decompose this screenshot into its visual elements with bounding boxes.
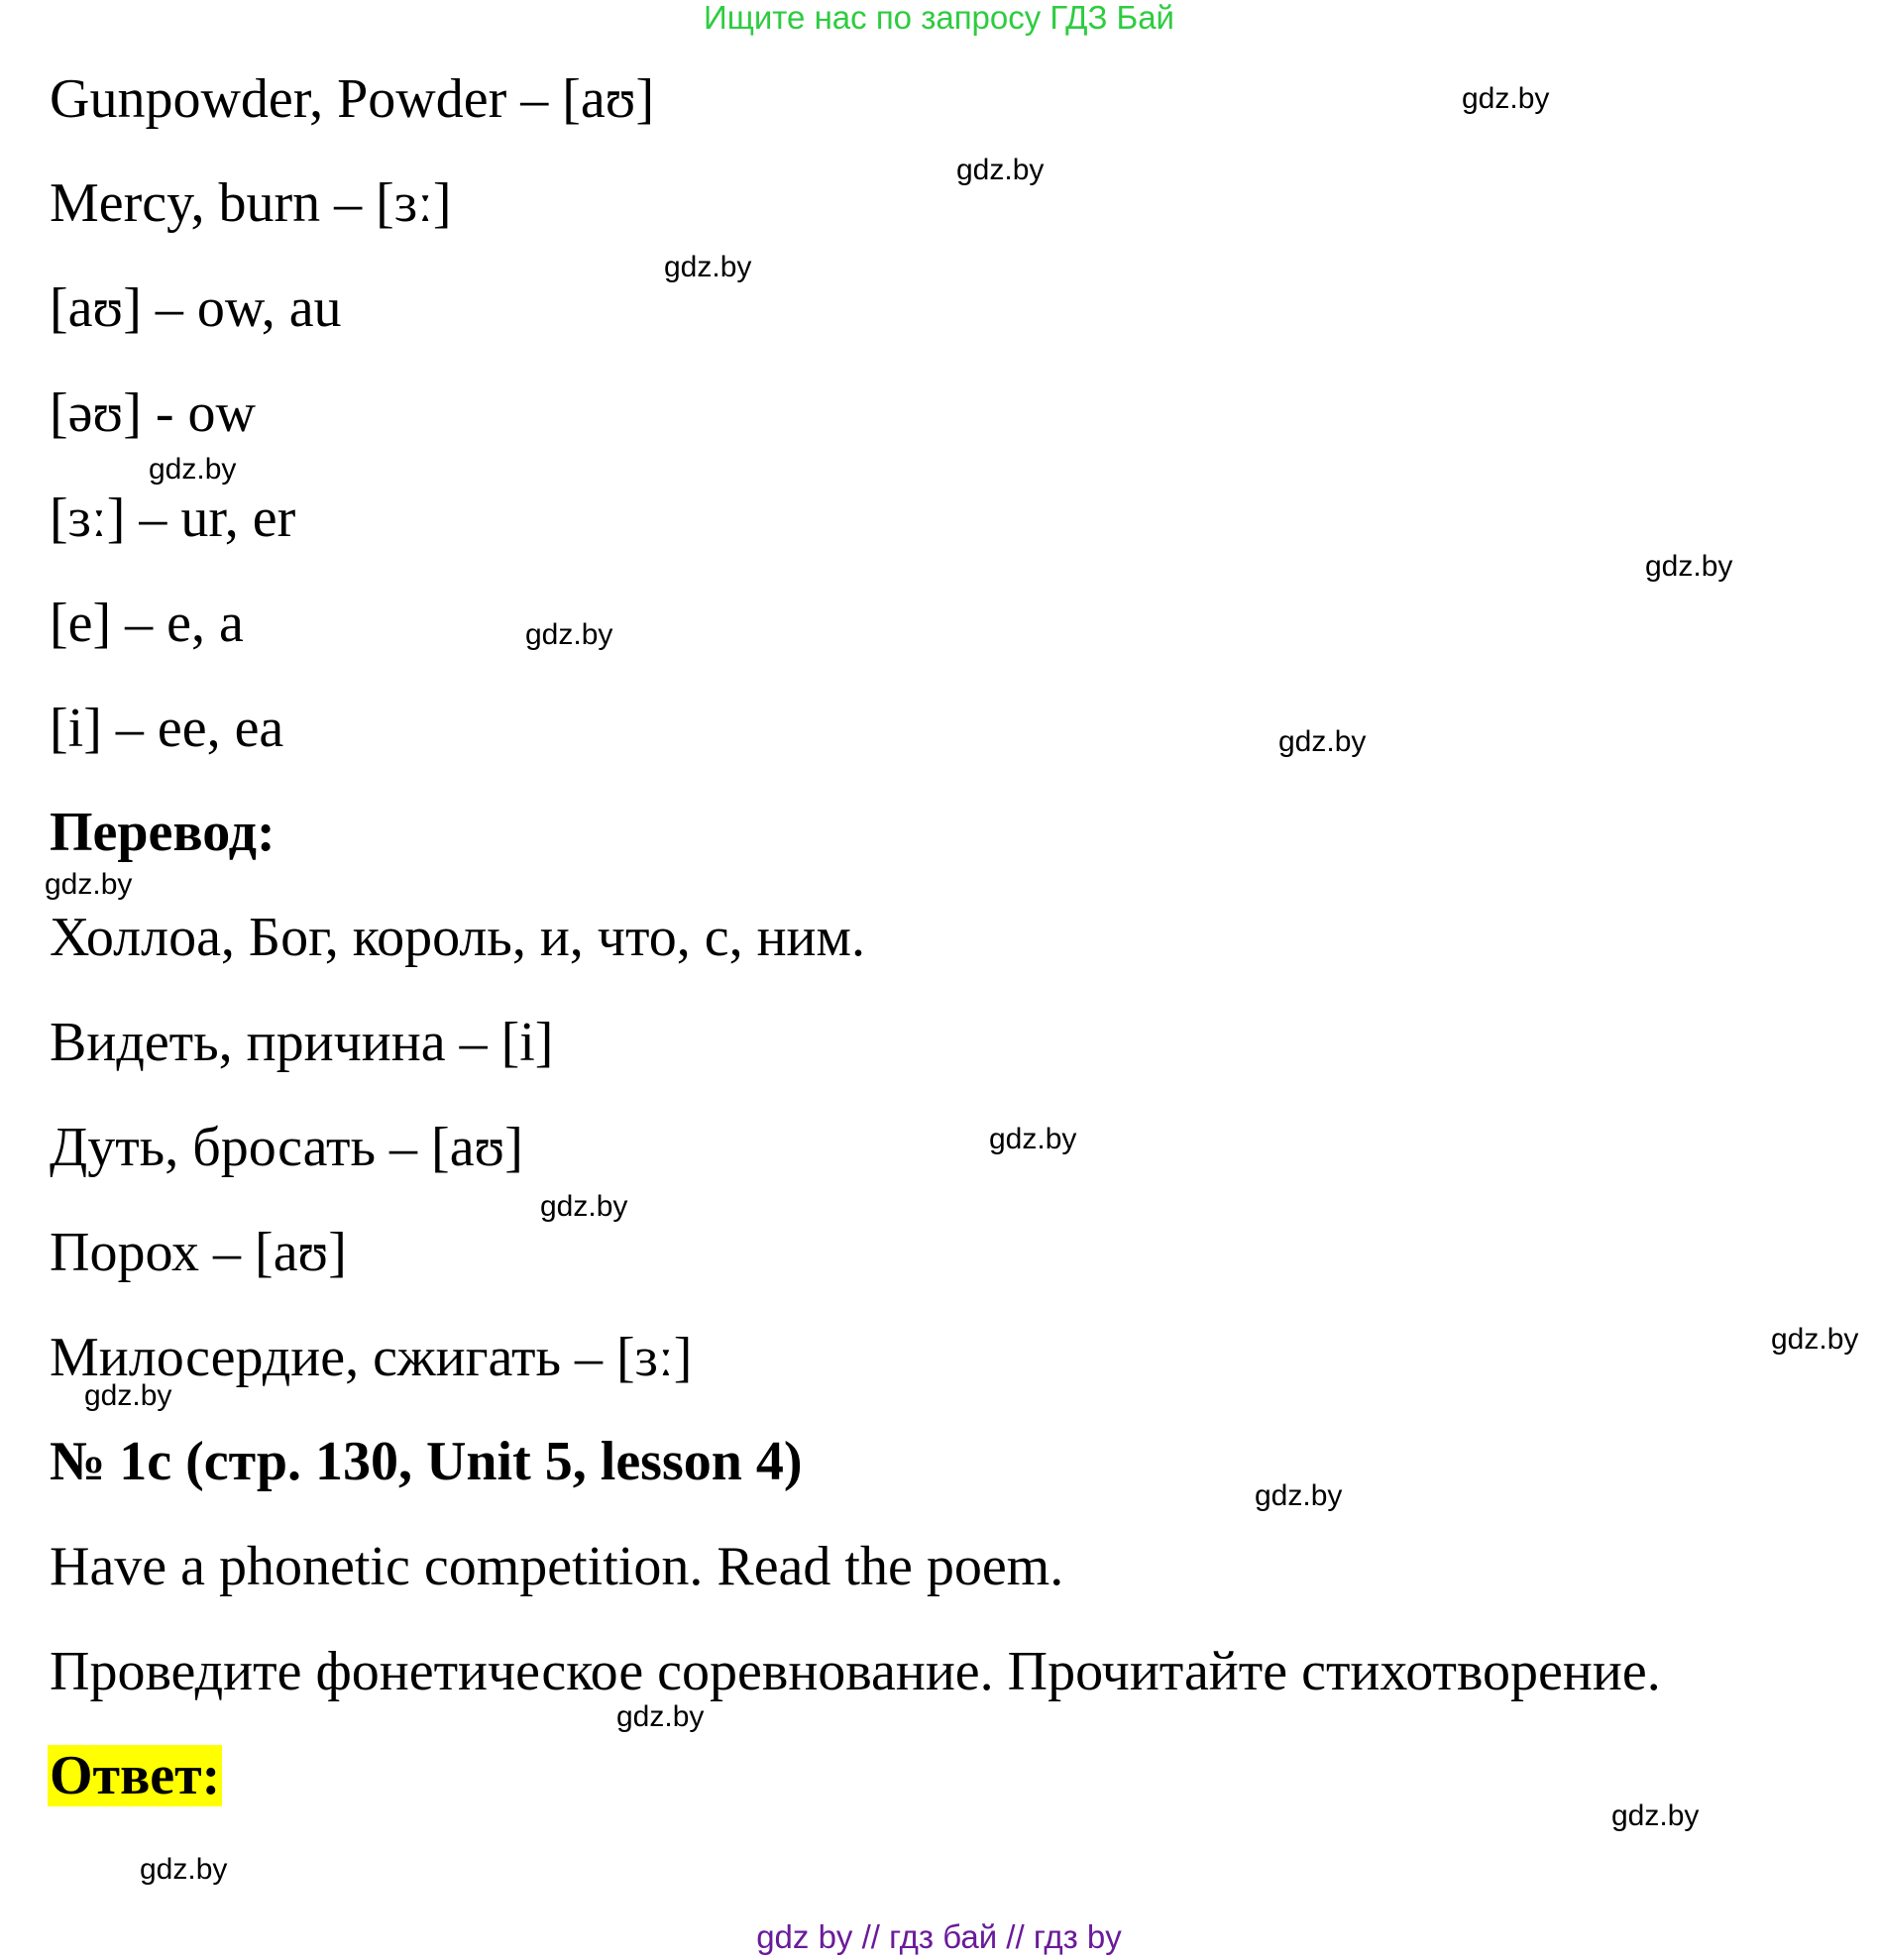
watermark: gdz.by [989, 1123, 1077, 1155]
answer-heading [48, 1744, 222, 1807]
watermark: gdz.by [140, 1853, 228, 1886]
watermark: gdz.by [1255, 1479, 1343, 1512]
translation-heading: Перевод: [50, 802, 276, 863]
text-line-mercy: Mercy, burn – [ɜː] [50, 172, 452, 234]
watermark: gdz.by [1278, 725, 1367, 758]
text-line-i: [i] – ee, ea [50, 698, 284, 759]
text-line-er: [ɜː] – ur, er [50, 488, 296, 549]
watermark: gdz.by [1462, 82, 1550, 115]
text-line-gunpowder: Gunpowder, Powder – [aʊ] [50, 68, 655, 130]
watermark: gdz.by [616, 1700, 705, 1733]
footer-links[interactable]: gdz by // гдз бай // гдз by [756, 1918, 1122, 1955]
task-english: Have a phonetic competition. Read the poem. [50, 1536, 1064, 1597]
watermark: gdz.by [1611, 1799, 1700, 1832]
watermark: gdz.by [84, 1379, 172, 1412]
watermark: gdz.by [540, 1190, 628, 1223]
translation-line: Милосердие, сжигать – [ɜː] [50, 1327, 693, 1388]
watermark: gdz.by [1771, 1323, 1859, 1356]
watermark: gdz.by [45, 868, 133, 901]
watermark: gdz.by [1645, 550, 1733, 583]
top-banner[interactable]: Ищите нас по запросу ГДЗ Бай [704, 0, 1174, 36]
exercise-heading: № 1с (стр. 130, Unit 5, lesson 4) [50, 1431, 803, 1492]
answer-highlight: Ответ: [50, 1745, 221, 1806]
watermark: gdz.by [664, 251, 752, 283]
translation-line: Дуть, бросать – [aʊ] [50, 1117, 523, 1178]
task-russian: Проведите фонетическое соревнование. Прочитайте стихотворение. [50, 1641, 1661, 1702]
translation-line: Порох – [aʊ] [50, 1222, 347, 1283]
watermark: gdz.by [149, 453, 237, 486]
text-line-au: [aʊ] – ow, au [50, 277, 342, 339]
translation-line: Видеть, причина – [i] [50, 1012, 554, 1073]
translation-line: Холлоа, Бог, король, и, что, с, ним. [50, 907, 865, 968]
watermark: gdz.by [956, 154, 1045, 186]
text-line-e: [e] – e, a [50, 593, 244, 654]
watermark: gdz.by [525, 618, 613, 651]
text-line-ou: [əʊ] - ow [50, 382, 256, 444]
